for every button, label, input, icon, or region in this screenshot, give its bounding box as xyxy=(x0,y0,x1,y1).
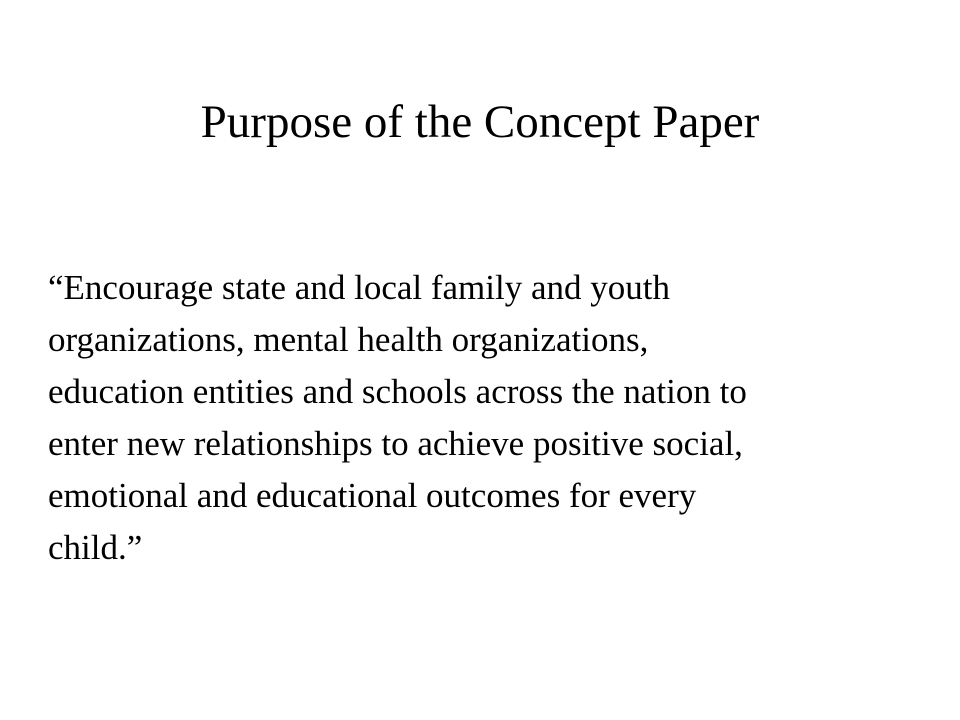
quote-line: organizations, mental health organizations, xyxy=(48,320,649,359)
quote-line: emotional and educational outcomes for every xyxy=(48,476,697,515)
quote-line: education entities and schools across the nation to xyxy=(48,372,747,411)
quote-block xyxy=(48,262,928,574)
quote-line: child.” xyxy=(48,528,143,567)
quote-line: “Encourage state and local family and youth xyxy=(48,268,670,307)
quote-line: enter new relationships to achieve positive social, xyxy=(48,424,743,463)
slide-title: Purpose of the Concept Paper xyxy=(200,96,760,148)
